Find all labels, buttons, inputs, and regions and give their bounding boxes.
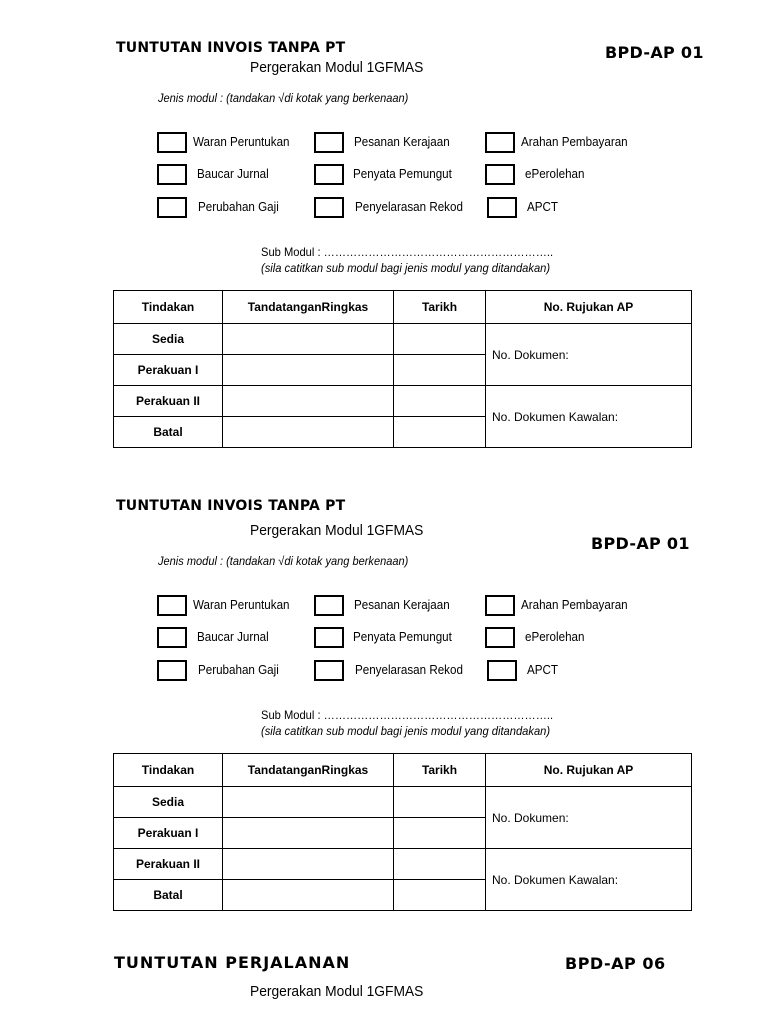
checkbox-label: ePerolehan <box>525 167 585 181</box>
jenis-modul-instruction: Jenis modul : (tandakan √di kotak yang berkenaan) <box>158 91 409 105</box>
action-table <box>113 290 692 448</box>
form-code: BPD-AP 01 <box>605 43 704 62</box>
no-dokumen-cell[interactable]: No. Dokumen: <box>486 324 692 386</box>
signature-cell[interactable] <box>223 880 394 911</box>
checkbox-label: Penyelarasan Rekod <box>355 663 463 677</box>
row-label-perakuan-2: Perakuan II <box>114 849 223 880</box>
action-table <box>113 753 692 911</box>
checkbox-label: Pesanan Kerajaan <box>354 135 450 149</box>
sub-modul-note: (sila catitkan sub modul bagi jenis modul yang ditandakan) <box>261 261 551 275</box>
form-subtitle: Pergerakan Modul 1GFMAS <box>250 983 424 1000</box>
checkbox-label: Perubahan Gaji <box>198 663 279 677</box>
date-cell[interactable] <box>394 355 486 386</box>
form-subtitle: Pergerakan Modul 1GFMAS <box>250 59 424 76</box>
checkbox-label: Arahan Pembayaran <box>521 135 628 149</box>
checkbox-pesanan-kerajaan[interactable] <box>314 132 344 153</box>
checkbox-label: Arahan Pembayaran <box>521 598 628 612</box>
row-label-batal: Batal <box>114 417 223 448</box>
checkbox-baucar-jurnal[interactable] <box>157 164 187 185</box>
checkbox-label: Waran Peruntukan <box>193 598 290 612</box>
no-dokumen-kawalan-cell[interactable]: No. Dokumen Kawalan: <box>486 386 692 448</box>
header-tarikh: Tarikh <box>394 754 486 787</box>
signature-cell[interactable] <box>223 386 394 417</box>
checkbox-label: Baucar Jurnal <box>197 630 269 644</box>
date-cell[interactable] <box>394 849 486 880</box>
checkbox-label: ePerolehan <box>525 630 585 644</box>
signature-cell[interactable] <box>223 818 394 849</box>
signature-cell[interactable] <box>223 417 394 448</box>
sub-modul-field[interactable]: Sub Modul : …………………………………………………….. <box>261 708 554 722</box>
checkbox-arahan-pembayaran[interactable] <box>485 132 515 153</box>
form-title: TUNTUTAN PERJALANAN <box>114 953 351 972</box>
form-code: BPD-AP 01 <box>591 534 690 553</box>
signature-cell[interactable] <box>223 787 394 818</box>
header-tandatangan: TandatanganRingkas <box>223 754 394 787</box>
header-tindakan: Tindakan <box>114 291 223 324</box>
header-tindakan: Tindakan <box>114 754 223 787</box>
checkbox-label: Penyata Pemungut <box>353 167 452 181</box>
header-rujukan: No. Rujukan AP <box>486 754 692 787</box>
checkbox-penyata-pemungut[interactable] <box>314 164 344 185</box>
checkbox-baucar-jurnal[interactable] <box>157 627 187 648</box>
no-dokumen-cell[interactable]: No. Dokumen: <box>486 787 692 849</box>
date-cell[interactable] <box>394 818 486 849</box>
checkbox-label: Penyata Pemungut <box>353 630 452 644</box>
header-tarikh: Tarikh <box>394 291 486 324</box>
form-code: BPD-AP 06 <box>565 954 666 973</box>
date-cell[interactable] <box>394 417 486 448</box>
date-cell[interactable] <box>394 386 486 417</box>
row-label-perakuan-1: Perakuan I <box>114 818 223 849</box>
header-rujukan: No. Rujukan AP <box>486 291 692 324</box>
checkbox-label: Waran Peruntukan <box>193 135 290 149</box>
checkbox-arahan-pembayaran[interactable] <box>485 595 515 616</box>
row-label-batal: Batal <box>114 880 223 911</box>
checkbox-label: APCT <box>527 663 559 677</box>
form-subtitle: Pergerakan Modul 1GFMAS <box>250 522 424 539</box>
date-cell[interactable] <box>394 787 486 818</box>
sub-modul-field[interactable]: Sub Modul : …………………………………………………….. <box>261 245 554 259</box>
row-label-sedia: Sedia <box>114 787 223 818</box>
checkbox-waran-peruntukan[interactable] <box>157 595 187 616</box>
sub-modul-note: (sila catitkan sub modul bagi jenis modul yang ditandakan) <box>261 724 551 738</box>
signature-cell[interactable] <box>223 324 394 355</box>
date-cell[interactable] <box>394 324 486 355</box>
signature-cell[interactable] <box>223 355 394 386</box>
form-title: TUNTUTAN INVOIS TANPA PT <box>116 498 346 514</box>
jenis-modul-instruction: Jenis modul : (tandakan √di kotak yang berkenaan) <box>158 554 409 568</box>
checkbox-perubahan-gaji[interactable] <box>157 660 187 681</box>
checkbox-waran-peruntukan[interactable] <box>157 132 187 153</box>
date-cell[interactable] <box>394 880 486 911</box>
checkbox-perubahan-gaji[interactable] <box>157 197 187 218</box>
checkbox-pesanan-kerajaan[interactable] <box>314 595 344 616</box>
checkbox-apct[interactable] <box>487 660 517 681</box>
checkbox-label: APCT <box>527 200 559 214</box>
checkbox-label: Baucar Jurnal <box>197 167 269 181</box>
checkbox-penyelarasan-rekod[interactable] <box>314 197 344 218</box>
row-label-perakuan-1: Perakuan I <box>114 355 223 386</box>
checkbox-label: Pesanan Kerajaan <box>354 598 450 612</box>
no-dokumen-kawalan-cell[interactable]: No. Dokumen Kawalan: <box>486 849 692 911</box>
checkbox-penyelarasan-rekod[interactable] <box>314 660 344 681</box>
header-tandatangan: TandatanganRingkas <box>223 291 394 324</box>
checkbox-eperolehan[interactable] <box>485 164 515 185</box>
signature-cell[interactable] <box>223 849 394 880</box>
checkbox-label: Perubahan Gaji <box>198 200 279 214</box>
checkbox-apct[interactable] <box>487 197 517 218</box>
checkbox-eperolehan[interactable] <box>485 627 515 648</box>
row-label-perakuan-2: Perakuan II <box>114 386 223 417</box>
checkbox-label: Penyelarasan Rekod <box>355 200 463 214</box>
checkbox-penyata-pemungut[interactable] <box>314 627 344 648</box>
form-title: TUNTUTAN INVOIS TANPA PT <box>116 40 346 56</box>
row-label-sedia: Sedia <box>114 324 223 355</box>
